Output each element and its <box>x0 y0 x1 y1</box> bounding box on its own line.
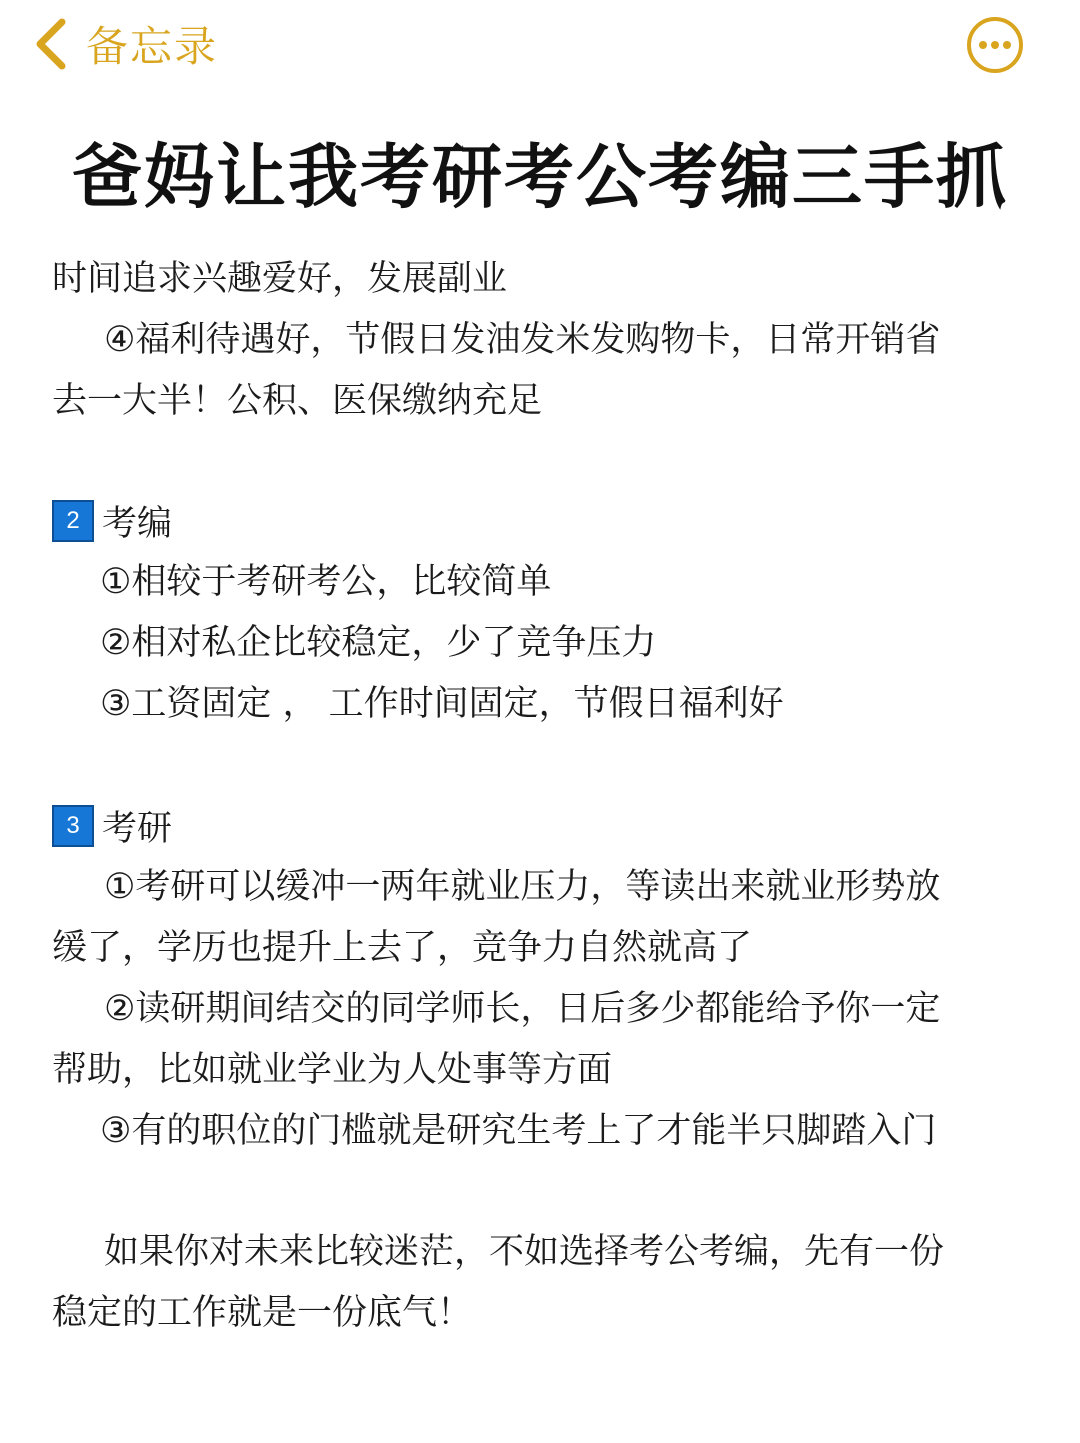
more-horizontal-icon[interactable] <box>966 16 1024 74</box>
number-2-badge: 2 <box>52 500 94 542</box>
back-label: 备忘录 <box>86 22 219 71</box>
list-item-continued: 帮助，比如就业学业为人处事等方面 <box>52 1050 613 1090</box>
section-2-title: 考编 <box>102 504 173 544</box>
number-3-badge: 3 <box>52 805 94 847</box>
list-item: ②相对私企比较稳定，少了竞争压力 <box>100 623 657 663</box>
list-item: ③有的职位的门槛就是研究生考上了才能半只脚踏入门 <box>100 1111 937 1151</box>
intro-line: 去一大半！公积、医保缴纳充足 <box>52 381 543 421</box>
back-button[interactable] <box>28 12 218 76</box>
conclusion-line: 稳定的工作就是一份底气！ <box>52 1293 473 1333</box>
conclusion-line: 如果你对未来比较迷茫，不如选择考公考编，先有一份 <box>104 1232 945 1272</box>
section-3-heading <box>52 803 172 849</box>
list-item-continued: 缓了，学历也提升上去了，竞争力自然就高了 <box>52 928 753 968</box>
list-item: ①相较于考研考公，比较简单 <box>100 562 552 602</box>
intro-line: ④福利待遇好，节假日发油发米发购物卡，日常开销省 <box>104 320 941 360</box>
section-3-title: 考研 <box>102 809 173 849</box>
section-2-heading <box>52 498 172 544</box>
page-title: 爸妈让我考研考公考编三手抓 <box>72 136 1008 218</box>
chevron-left-icon <box>28 14 72 74</box>
list-item: ②读研期间结交的同学师长，日后多少都能给予你一定 <box>104 989 941 1029</box>
nav-bar <box>0 0 1080 92</box>
list-item: ①考研可以缓冲一两年就业压力，等读出来就业形势放 <box>104 867 941 907</box>
list-item: ③工资固定 ， 工作时间固定，节假日福利好 <box>100 684 784 724</box>
intro-line: 时间追求兴趣爱好，发展副业 <box>52 259 508 299</box>
